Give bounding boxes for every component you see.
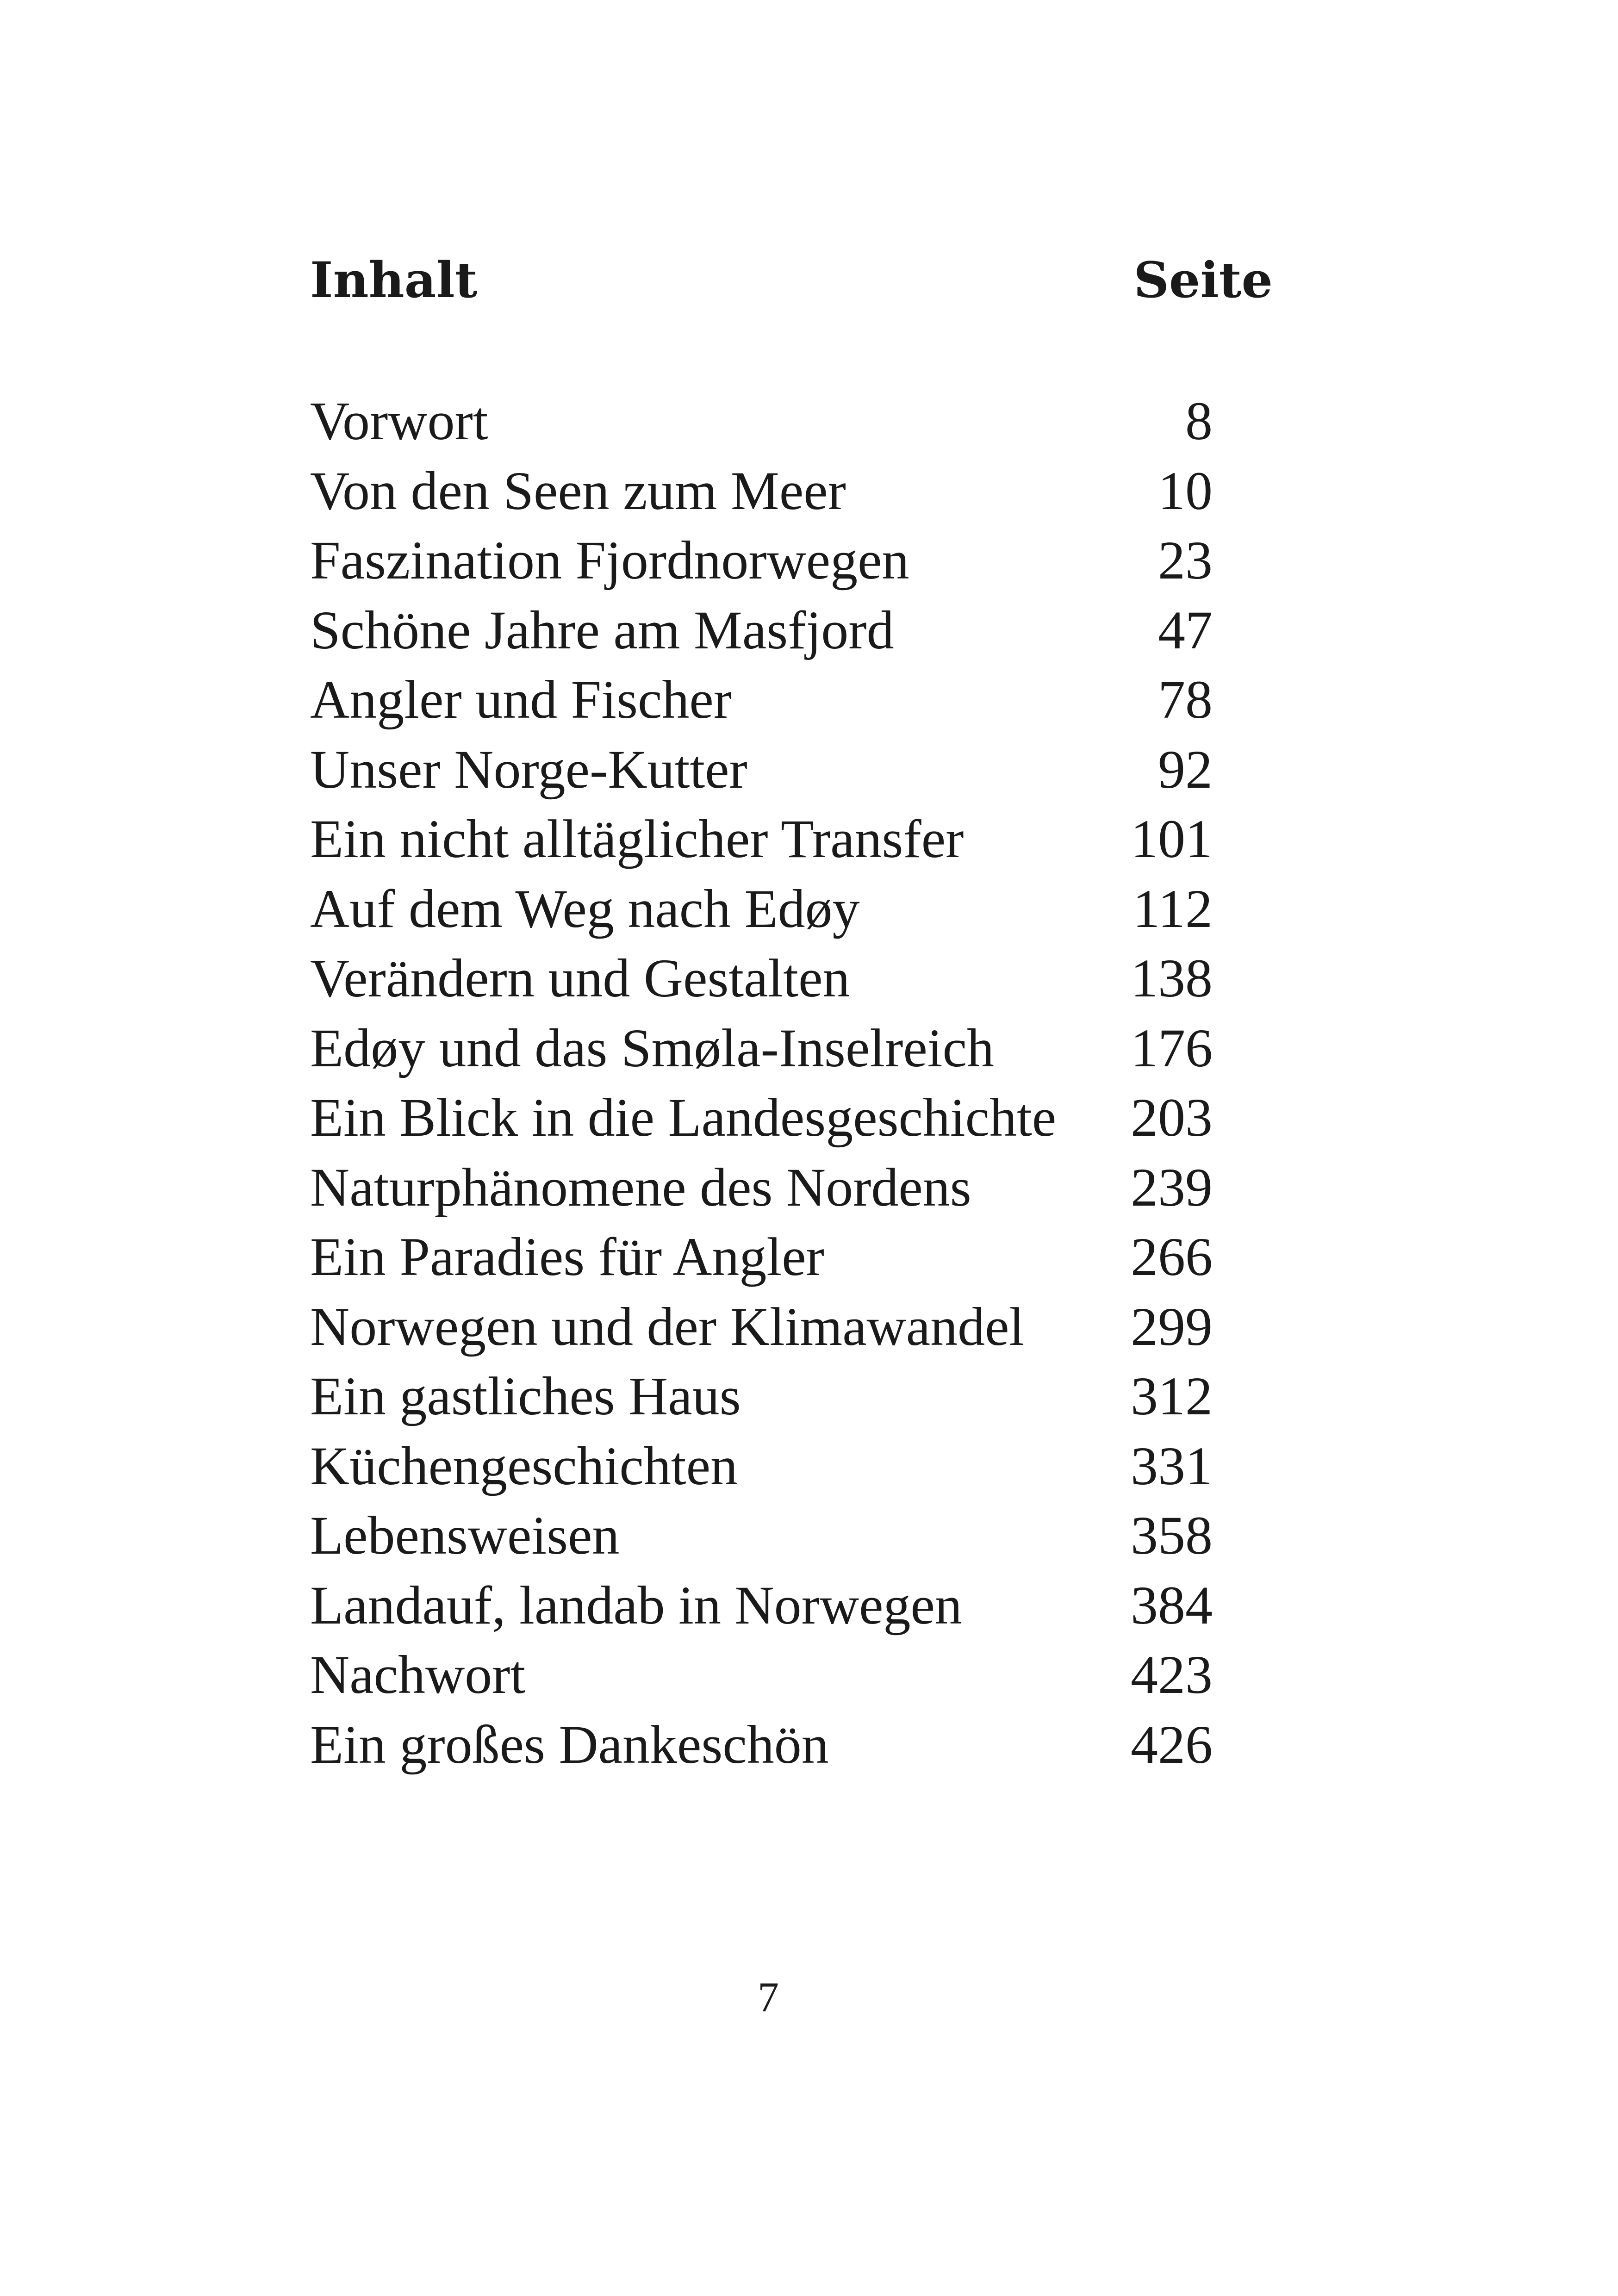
toc-heading: Inhalt: [310, 251, 478, 309]
toc-entry: [310, 1640, 1213, 1710]
toc-entry-page: 78: [1158, 669, 1213, 730]
toc-entry-title: Edøy und das Smøla-Inselreich: [310, 1017, 994, 1078]
toc-entry-title: Schöne Jahre am Masfjord: [310, 599, 894, 660]
toc-entry-title: Von den Seen zum Meer: [310, 460, 846, 521]
toc-entry-title: Verändern und Gestalten: [310, 948, 850, 1008]
toc-header: [310, 250, 1273, 310]
toc-entry-page: 266: [1131, 1226, 1213, 1287]
toc-entry-title: Küchengeschichten: [310, 1435, 738, 1496]
toc-entry-title: Ein Paradies für Angler: [310, 1226, 824, 1287]
toc-entry-title: Ein großes Dankeschön: [310, 1714, 829, 1775]
toc-entry: [310, 1222, 1213, 1292]
toc-entry: [310, 874, 1213, 944]
page-number: 7: [758, 1973, 779, 2021]
toc-entry: [310, 1292, 1213, 1362]
toc-entry-title: Lebensweisen: [310, 1505, 620, 1566]
toc-entry-page: 47: [1158, 599, 1213, 660]
toc-entry-page: 239: [1131, 1157, 1213, 1218]
toc-entry-page: 92: [1158, 739, 1213, 800]
toc-entry-page: 23: [1158, 530, 1213, 591]
toc-entry: [310, 456, 1213, 526]
toc-entry-page: 138: [1131, 948, 1213, 1008]
toc-entry-title: Auf dem Weg nach Edøy: [310, 878, 860, 939]
toc-entry-title: Landauf, landab in Norwegen: [310, 1574, 962, 1636]
toc-entry-page: 299: [1131, 1296, 1213, 1357]
toc-entry-title: Ein nicht alltäglicher Transfer: [310, 809, 964, 869]
toc-entry: [310, 665, 1213, 735]
toc-entry-page: 176: [1131, 1017, 1213, 1078]
toc-entry-page: 331: [1131, 1435, 1213, 1496]
toc-entry-page: 10: [1158, 460, 1213, 521]
toc-entry-page: 423: [1131, 1644, 1213, 1705]
toc-entry: [310, 735, 1213, 805]
toc-entry-title: Norwegen und der Klimawandel: [310, 1296, 1025, 1357]
toc-entry: [310, 1571, 1213, 1641]
toc-entry: [310, 596, 1213, 666]
toc-entry: [310, 1501, 1213, 1571]
toc-entry: [310, 526, 1213, 596]
toc-entry: [310, 1014, 1213, 1083]
toc-entry-title: Unser Norge-Kutter: [310, 739, 747, 800]
toc-entry-page: 384: [1131, 1574, 1213, 1636]
toc-entry: [310, 804, 1213, 874]
toc-entry: [310, 1153, 1213, 1223]
toc-entry: [310, 944, 1213, 1014]
toc-entry-page: 203: [1131, 1087, 1213, 1148]
toc-entry-page: 358: [1131, 1505, 1213, 1566]
toc-entry-title: Vorwort: [310, 391, 488, 451]
toc-entry: [310, 1431, 1213, 1501]
toc-entry-title: Ein gastliches Haus: [310, 1366, 741, 1426]
toc-entry-page: 312: [1131, 1366, 1213, 1426]
toc-entry-page: 101: [1131, 809, 1213, 869]
toc-list: [310, 386, 1213, 1780]
toc-entry-title: Nachwort: [310, 1644, 526, 1705]
toc-entry-title: Faszination Fjordnorwegen: [310, 530, 909, 591]
toc-entry: [310, 386, 1213, 456]
toc-entry: [310, 1362, 1213, 1431]
toc-entry-title: Naturphänomene des Nordens: [310, 1157, 971, 1218]
toc-entry-page: 8: [1185, 391, 1213, 451]
toc-entry: [310, 1083, 1213, 1153]
toc-entry-title: Ein Blick in die Landesgeschichte: [310, 1087, 1057, 1148]
page-column-heading: Seite: [1133, 251, 1273, 309]
toc-entry-page: 112: [1133, 878, 1213, 939]
toc-entry: [310, 1710, 1213, 1780]
toc-entry-title: Angler und Fischer: [310, 669, 732, 730]
toc-entry-page: 426: [1131, 1714, 1213, 1775]
